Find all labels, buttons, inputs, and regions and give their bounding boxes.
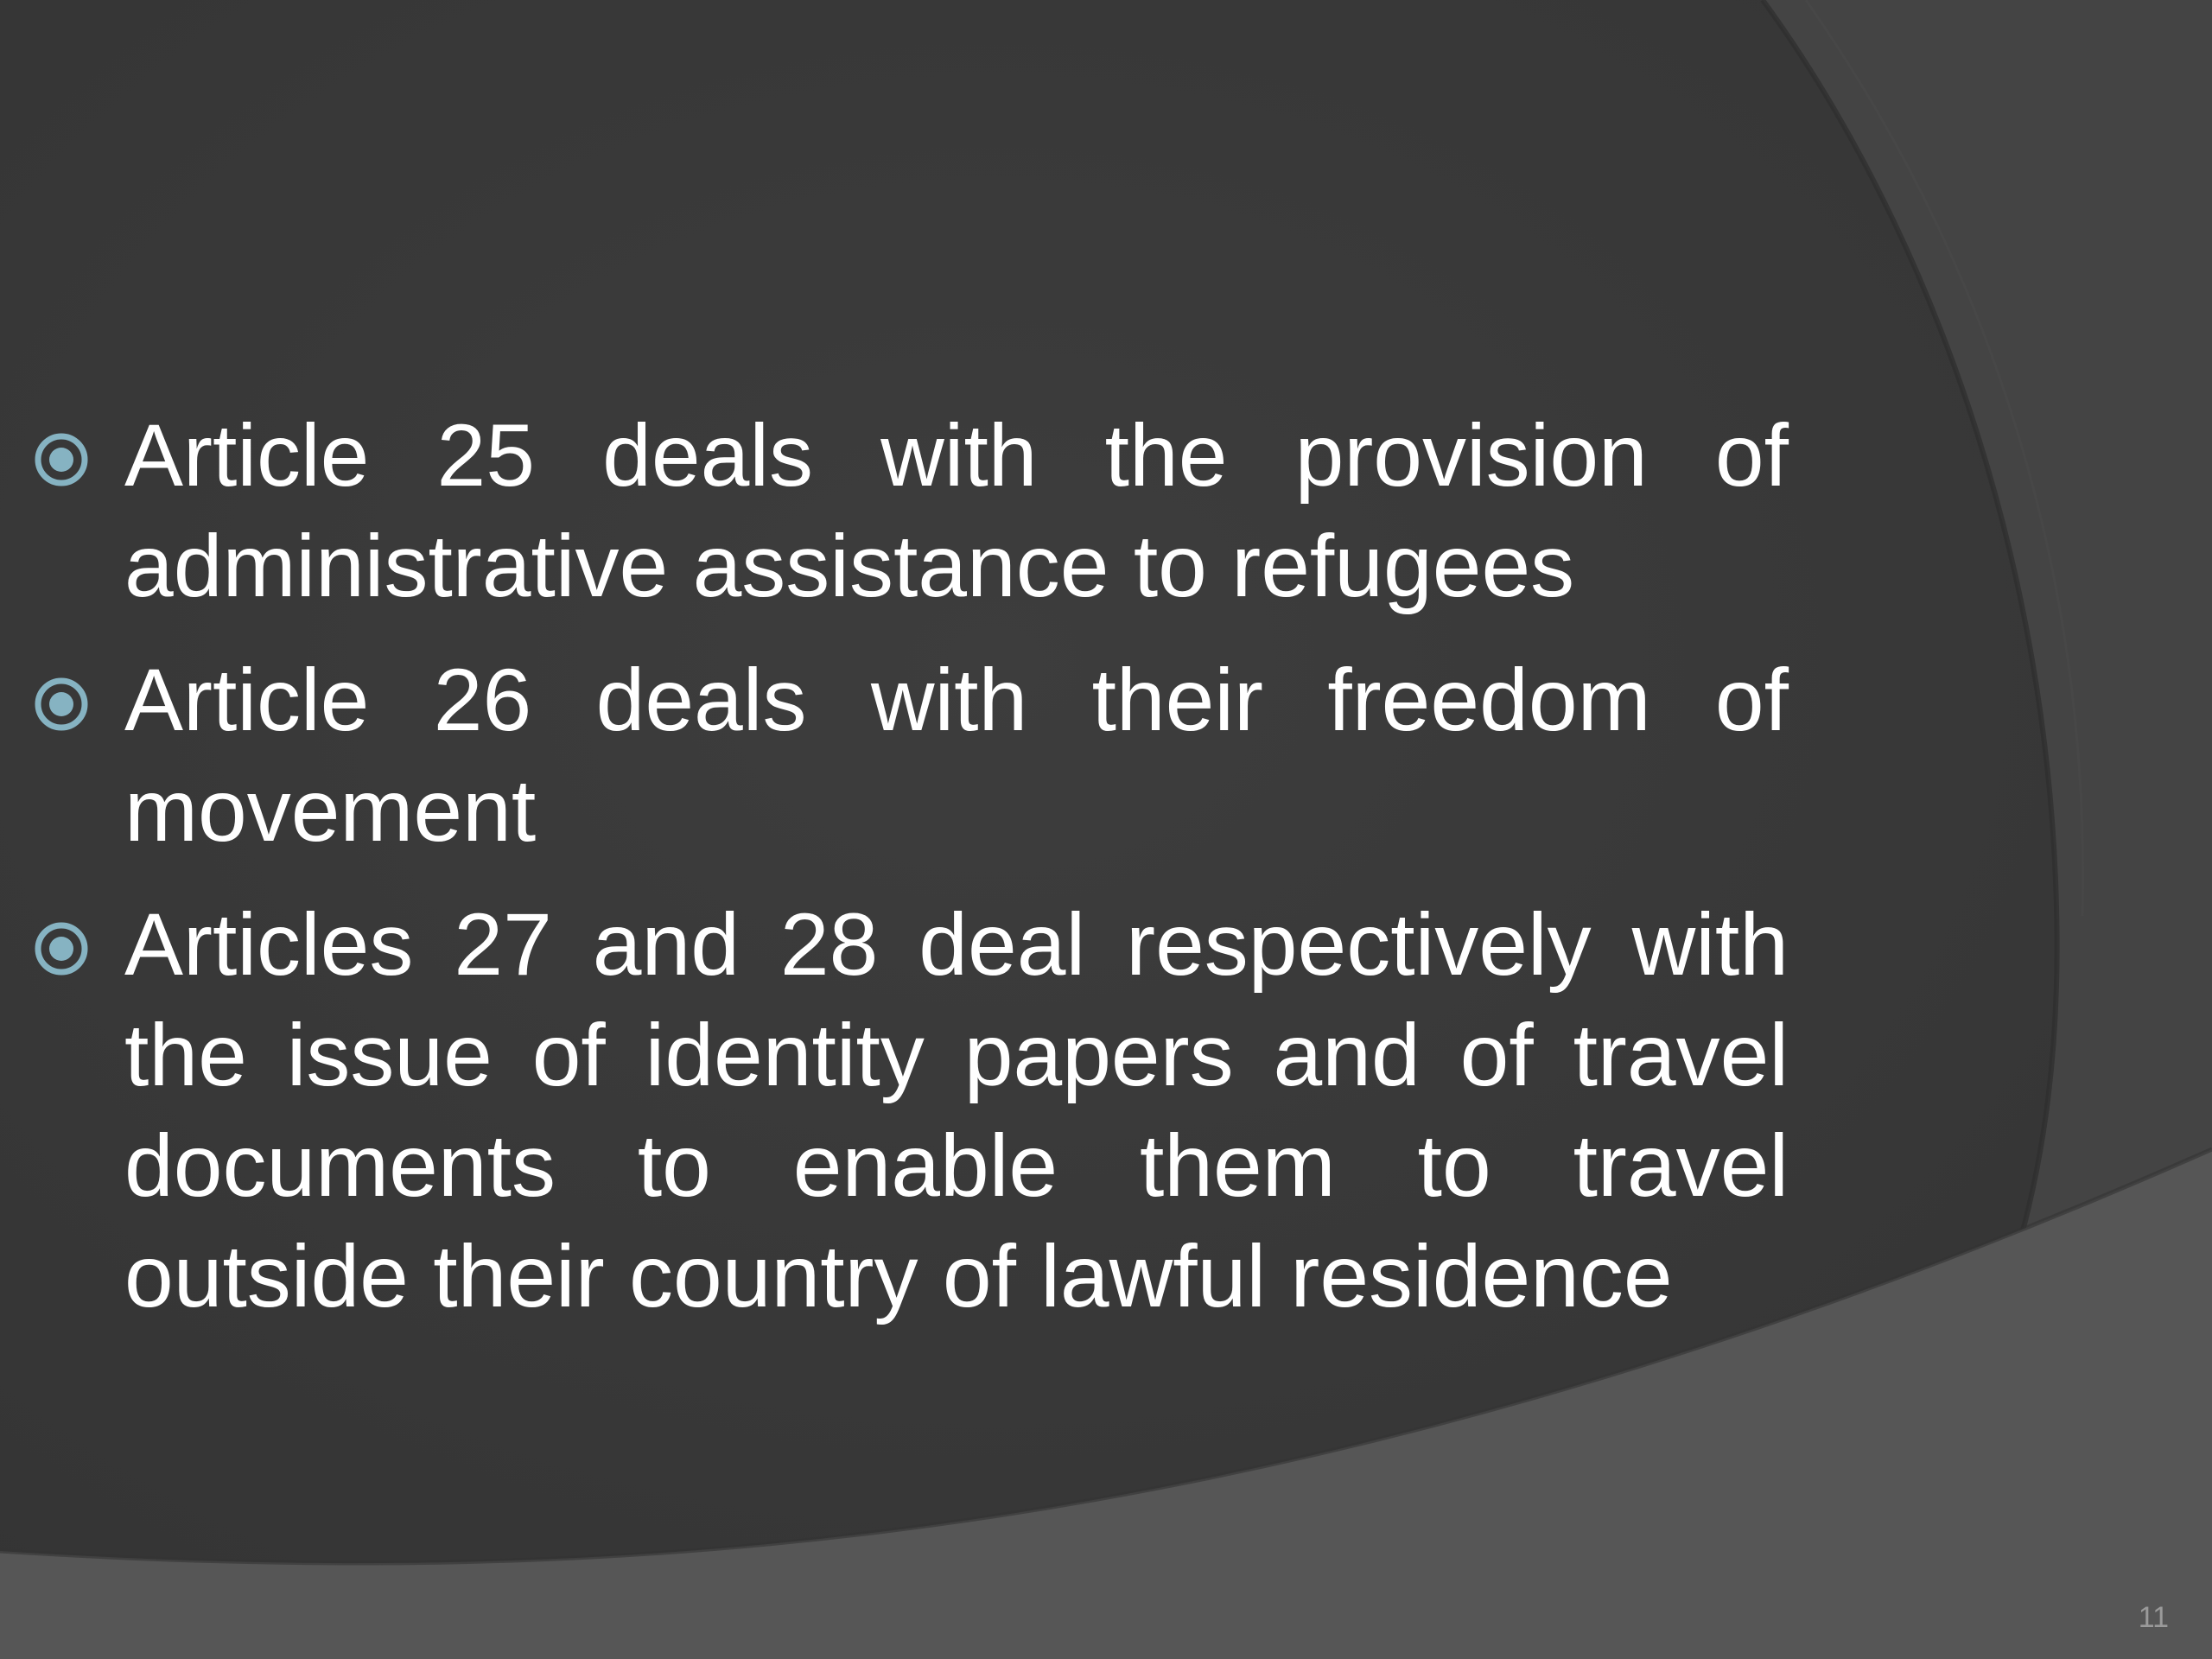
bullet-text: Article 25 deals with the provision of administrative assistance to refugees xyxy=(124,406,1789,615)
bullet-list xyxy=(0,400,1789,1355)
bullet-text: Articles 27 and 28 deal respectively with the issue of identity papers and of travel documents to enable them to travel outside their country of lawful residence xyxy=(124,895,1789,1325)
bullet-text: Article 26 deals with their freedom of movement xyxy=(124,651,1789,860)
list-item xyxy=(0,889,1789,1332)
list-item xyxy=(0,400,1789,621)
radio-circle-icon xyxy=(33,676,90,733)
page-number: 11 xyxy=(2138,1601,2169,1634)
list-item xyxy=(0,645,1789,866)
radio-circle-icon xyxy=(33,431,90,488)
radio-circle-icon xyxy=(33,920,90,977)
